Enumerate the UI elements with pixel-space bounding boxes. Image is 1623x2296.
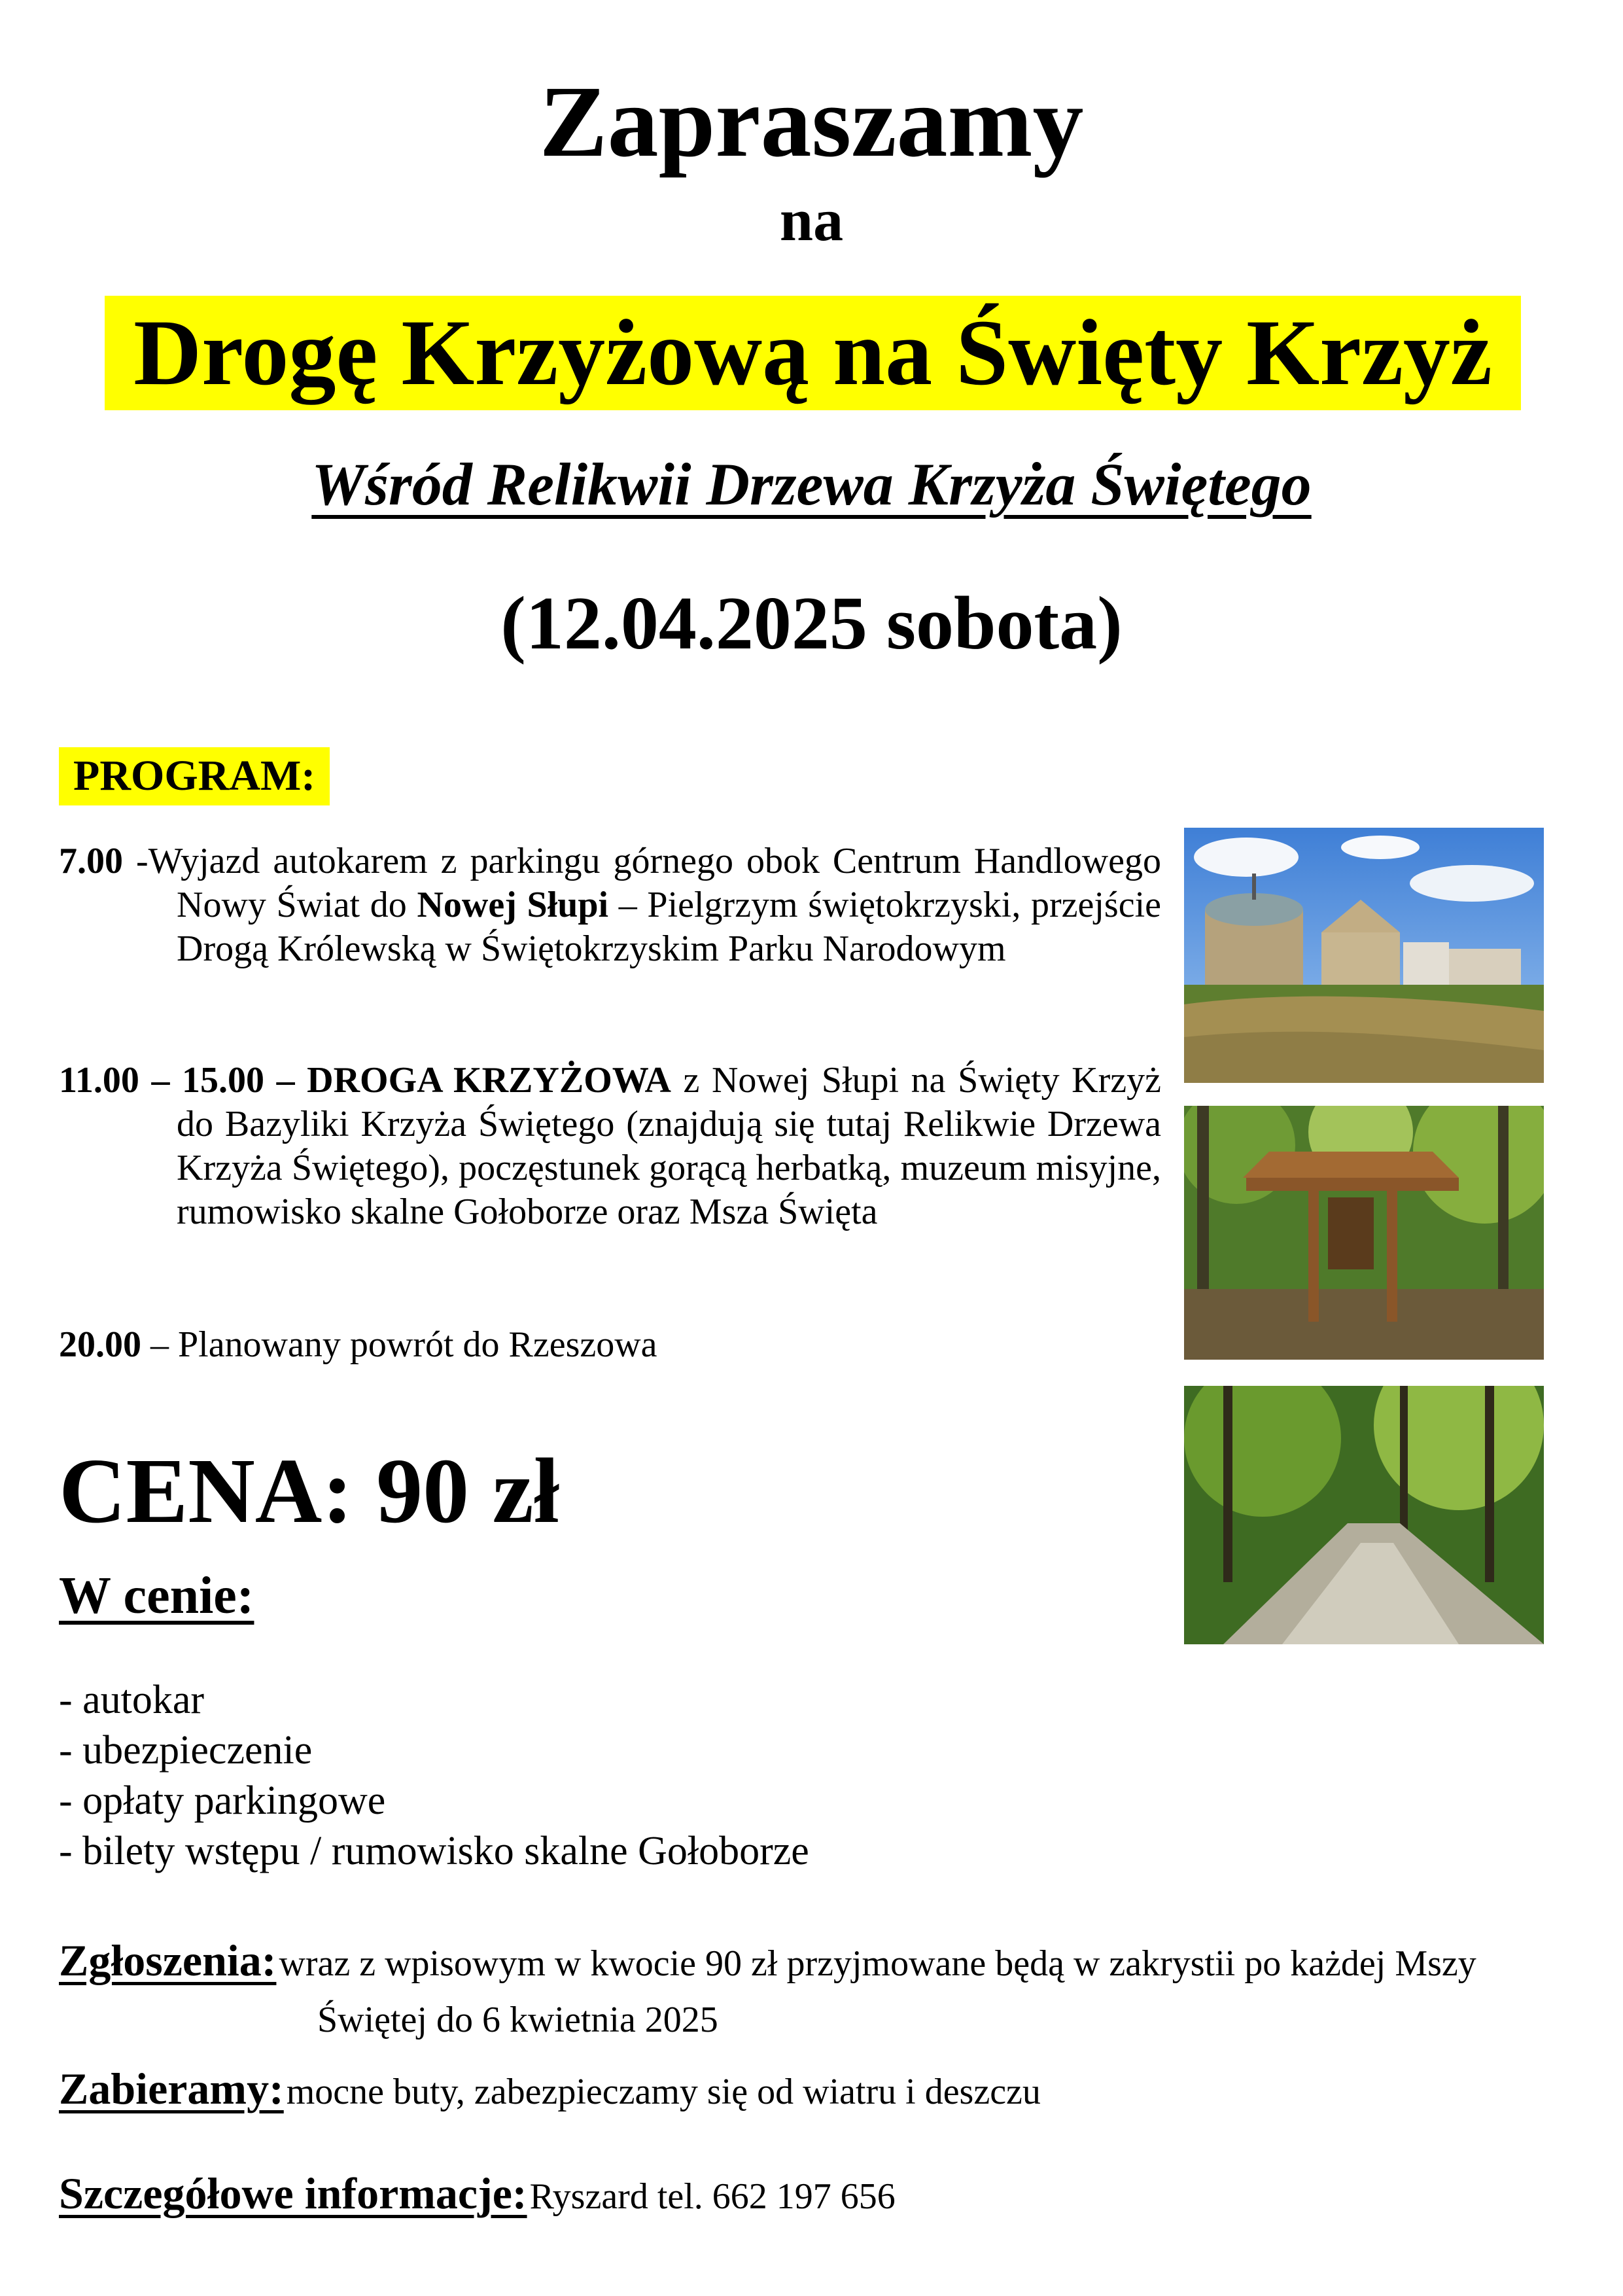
program-item-1-desc-bold: Nowej Słupi [417,885,609,925]
forest-shrine-photo [1184,1106,1544,1360]
list-item: - ubezpieczenie [59,1728,313,1773]
program-item-2-desc: z Nowej Słupi na Święty Krzyż do Bazyliki Krzyża Świętego (znajdują się tutaj Relikwie Drzewa Krzyża Świętego), poczęstunek gorącą herbatką, muzeum misyjne, rumowisko skalne Gołoborze oraz Msza Święta [177,1060,1161,1232]
contact-info [59,2167,896,2232]
basilica-photo [1184,828,1544,1083]
program-item-1-time: 7.00 [59,841,123,881]
includes-list [59,1675,809,1877]
registration-label: Zgłoszenia: [59,1935,277,1985]
list-item: - opłaty parkingowe [59,1778,386,1823]
page-title: Zapraszamy [539,65,1084,178]
take-label: Zabieramy: [59,2064,284,2113]
price: CENA: 90 zł [59,1439,560,1542]
subtitle [0,451,1623,518]
info-label: Szczegółowe informacje: [59,2168,527,2218]
what-to-take [59,2062,1041,2127]
forest-path-image [1184,1386,1544,1644]
page-title-na: na [779,186,844,253]
program-item-3-desc: – Planowany powrót do Rzeszowa [141,1324,657,1365]
program-item-1-desc-b: – Pielgrzym świętokrzyski, przejście Drogą Królewską w Świętokrzyskim Parku Narodowym [177,885,1161,969]
take-text: mocne buty, zabezpieczamy się od wiatru i deszczu [286,2072,1041,2112]
program-item-2 [59,1059,1161,1234]
program-label: PROGRAM: [59,747,330,805]
program-item-3-text [59,1323,1161,1367]
program-item-2-time: 11.00 – 15.00 – DROGA KRZYŻOWA [59,1060,671,1101]
forest-path-photo [1184,1386,1544,1644]
in-price-label: W cenie: [59,1567,254,1625]
event-date: (12.04.2025 sobota) [500,582,1123,665]
info-text: Ryszard tel. 662 197 656 [529,2176,896,2217]
list-item: - autokar [59,1678,205,1722]
basilica-image [1184,828,1544,1083]
program-item-3-time: 20.00 [59,1324,141,1365]
registration-text-line2: Świętej do 6 kwietnia 2025 [317,2000,718,2040]
program-item-1 [59,839,1161,971]
forest-shrine-image [1184,1106,1544,1360]
program-item-3 [59,1323,1161,1367]
registration-text-line1: wraz z wpisowym w kwocie 90 zł przyjmowane będą w zakrystii po każdej Mszy [279,1943,1476,1984]
subtitle-text: Wśród Relikwii Drzewa Krzyża Świętego [311,451,1312,518]
program-item-1-text [59,839,1161,971]
list-item: - bilety wstępu / rumowisko skalne Gołoborze [59,1829,809,1873]
registration [59,1937,1583,2043]
main-title-highlighted: Drogę Krzyżową na Święty Krzyż [105,296,1521,410]
program-item-2-text [59,1059,1161,1234]
program-item-1-desc-a: -Wyjazd autokarem z parkingu górnego obok Centrum Handlowego Nowy Świat do [123,841,1161,925]
